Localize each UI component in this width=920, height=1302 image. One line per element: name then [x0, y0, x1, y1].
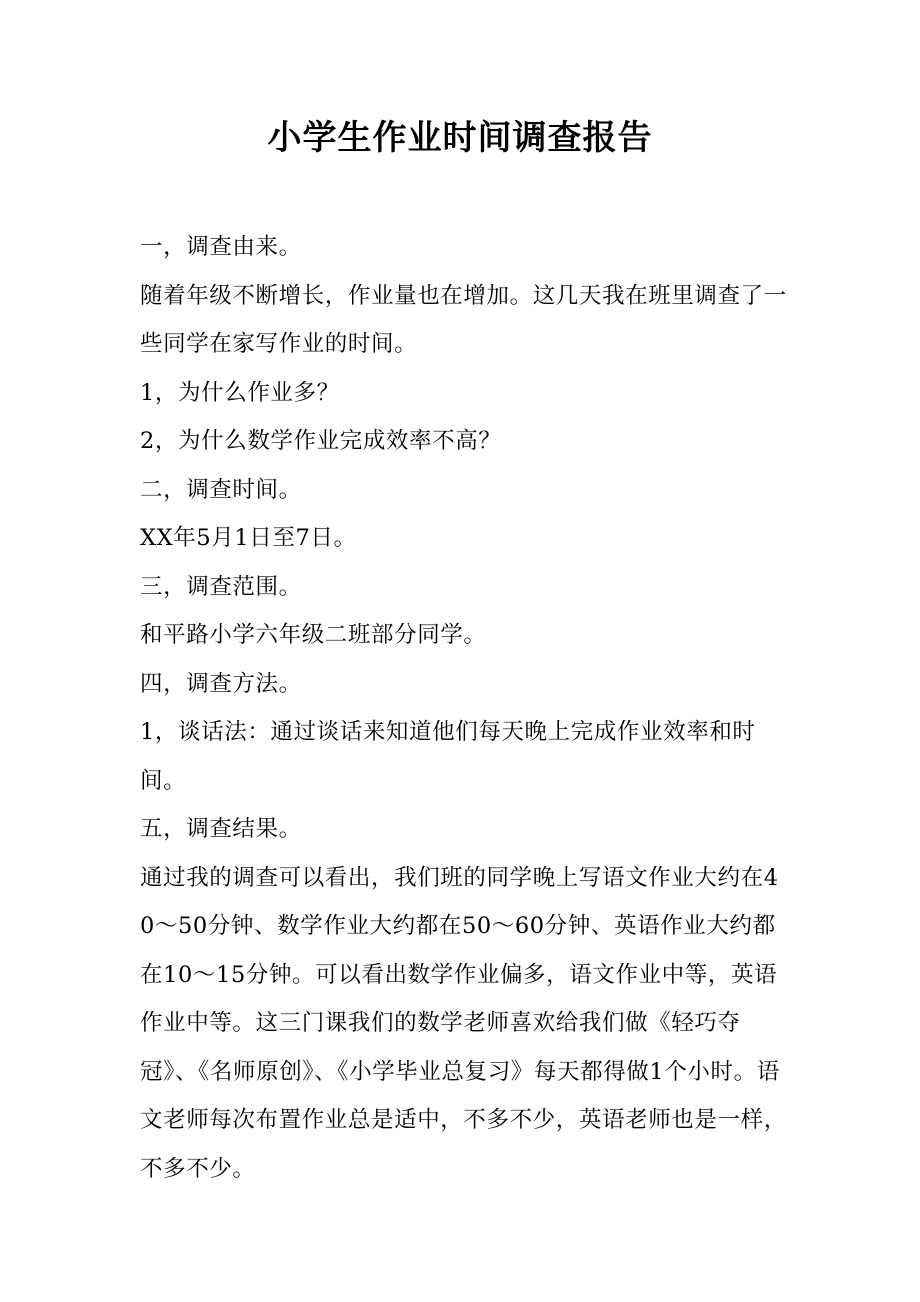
section-heading-origin: 一，调查由来。 — [140, 234, 302, 260]
document-title: 小学生作业时间调查报告 — [267, 118, 653, 158]
paragraph-method: 1，谈话法：通过谈话来知道他们每天晚上完成作业效率和时间。 — [140, 719, 756, 794]
section-heading-scope: 三，调查范围。 — [140, 573, 302, 600]
section-heading-results: 五，调查结果。 — [140, 816, 302, 842]
paragraph-origin: 随着年级不断增长，作业量也在增加。这几天我在班里调查了一些同学在家写作业的时间。 — [140, 282, 787, 357]
paragraph-scope: 和平路小学六年级二班部分同学。 — [140, 622, 487, 648]
paragraph-results: 通过我的调查可以看出，我们班的同学晚上写语文作业大约在40～50分钟、数学作业大约都在50～60分钟、英语作业大约都在10～15分钟。可以看出数学作业偏多，语文作业中等，英语作业中等。这三门课我们的数学老师喜欢给我们做《轻巧夺冠》、《名师原创》、《小学毕业总复习》每天都得做1个小时。语文老师每次布置作业总是适中，不多不少，英语老师也是一样，不多不少。 — [140, 864, 787, 1182]
paragraph-time: XX年5月1日至7日。 — [140, 525, 357, 551]
section-heading-method: 四，调查方法。 — [140, 670, 302, 697]
question-item-2: 2，为什么数学作业完成效率不高？ — [140, 428, 502, 454]
section-heading-time: 二，调查时间。 — [140, 476, 302, 503]
question-item-1: 1，为什么作业多？ — [140, 379, 340, 406]
document-body — [140, 223, 790, 1193]
